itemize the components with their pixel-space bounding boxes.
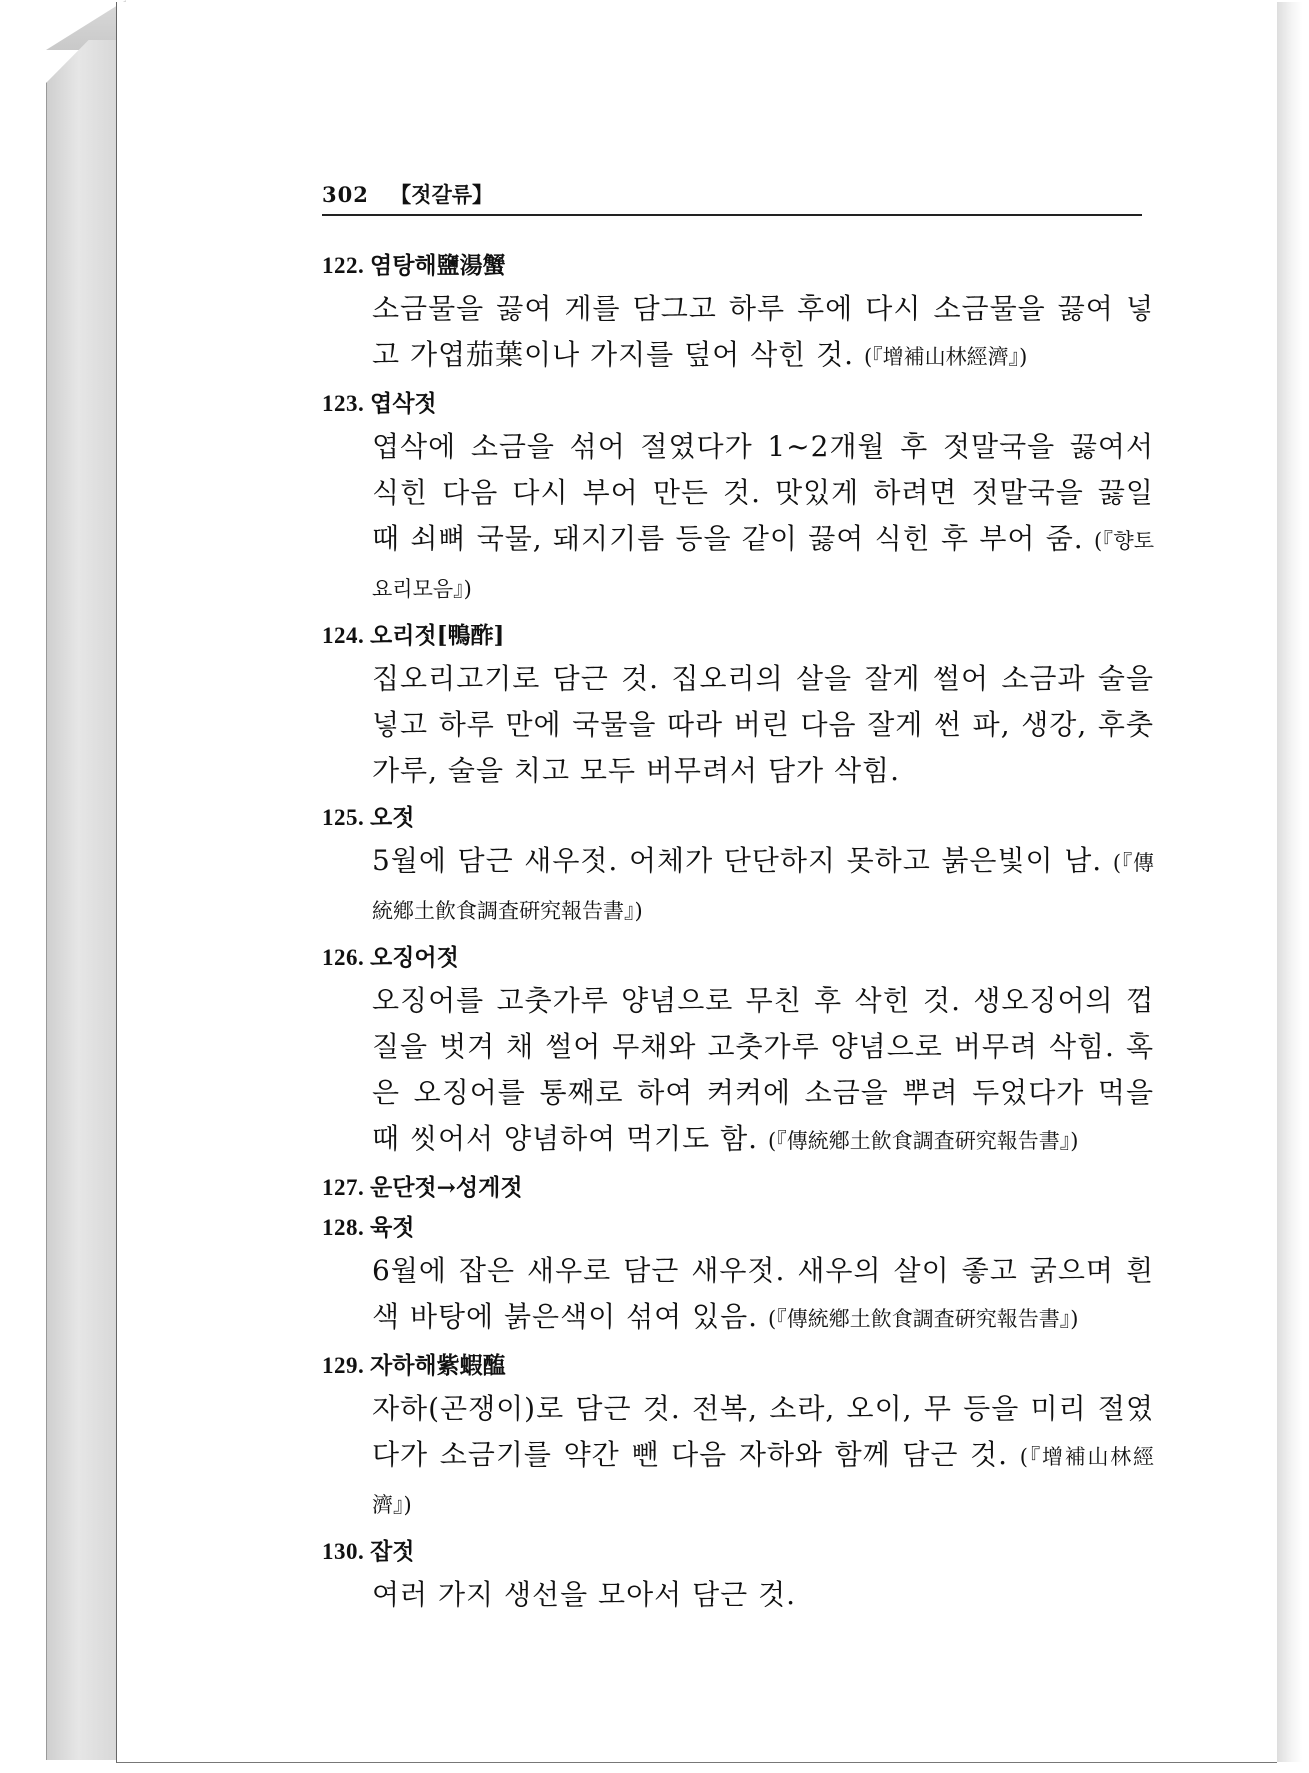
entry-description: 5월에 담근 새우젓. 어체가 단단하지 못하고 붉은빛이 남. [372,844,1103,877]
entry-heading [322,246,1154,286]
entry-source: (『增補山林經濟』) [863,345,1028,369]
book-spine [46,40,117,1760]
running-header [322,182,1142,216]
entry-heading [322,798,1154,838]
entry-128 [322,1208,1154,1346]
entry-heading [322,384,1154,424]
entry-text [372,1572,1154,1622]
entry-text [372,424,1154,616]
entry-source: (『傳統鄕土飮食調査硏究報告書』) [768,1129,1079,1153]
entry-number: 126. [322,945,365,970]
entry-text [372,286,1154,384]
entry-number: 130. [322,1539,365,1564]
entry-number: 122. [322,253,365,278]
entry-description: 소금물을 끓여 게를 담그고 하루 후에 다시 소금물을 끓여 넣고 가엽茄葉이나 가지를 덮어 삭힌 것. [372,292,1154,371]
entry-title: 자하해紫蝦醢 [370,1352,506,1379]
entry-text [372,1386,1154,1532]
entry-heading [322,1208,1154,1248]
entry-title: 잡젓 [370,1538,415,1565]
entry-title: 염탕해鹽湯蟹 [370,252,506,279]
entry-description: 오징어를 고춧가루 양념으로 무친 후 삭힌 것. 생오징어의 껍질을 벗겨 채 썰어 무채와 고춧가루 양념으로 버무려 삭힘. 혹은 오징어를 통째로 하여 켜켜에 소금을 뿌려 두었다가 먹을 때 씻어서 양념하여 먹기도 함. [372,984,1154,1155]
entry-title: 오리젓[鴨酢] [370,622,505,649]
entry-title: 운단젓→성게젓 [370,1174,523,1201]
entry-124 [322,616,1154,798]
entry-heading [322,616,1154,656]
entry-122 [322,246,1154,384]
entry-text [372,838,1154,938]
entry-125 [322,798,1154,938]
entry-description: 집오리고기로 담근 것. 집오리의 살을 잘게 썰어 소금과 술을 넣고 하루 만에 국물을 따라 버린 다음 잘게 썬 파, 생강, 후춧가루, 술을 치고 모두 버무려서 담가 삭힘. [372,662,1154,787]
entry-129 [322,1346,1154,1532]
entry-number: 128. [322,1215,365,1240]
entry-description: 엽삭에 소금을 섞어 절였다가 1~2개월 후 젓말국을 끓여서 식힌 다음 다시 부어 만든 것. 맛있게 하려면 젓말국을 끓일 때 쇠뼈 국물, 돼지기름 등을 같이 끓여 식힌 후 부어 줌. [372,430,1154,555]
entry-source: (『傳統鄕土飮食調査硏究報告書』) [372,851,1155,923]
entry-number: 127. [322,1175,365,1200]
page-edge-shadow [1276,2,1302,1762]
entry-list [322,246,1154,1622]
entry-description: 자하(곤쟁이)로 담근 것. 전복, 소라, 오이, 무 등을 미리 절였다가 소금기를 약간 뺀 다음 자하와 함께 담근 것. [372,1392,1154,1471]
entry-title: 육젓 [370,1214,415,1241]
entry-123 [322,384,1154,616]
entry-heading [322,1168,1154,1208]
entry-text [372,978,1154,1168]
entry-title: 오젓 [370,804,415,831]
entry-title: 오징어젓 [370,944,459,971]
entry-heading [322,1346,1154,1386]
entry-heading [322,1532,1154,1572]
entry-title: 엽삭젓 [370,390,437,417]
entry-description: 6월에 잡은 새우로 담근 새우젓. 새우의 살이 좋고 굵으며 흰색 바탕에 붉은색이 섞여 있음. [372,1254,1154,1333]
entry-description: 여러 가지 생선을 모아서 담근 것. [372,1578,797,1611]
entry-source: (『傳統鄕土飮食調査硏究報告書』) [768,1307,1079,1331]
section-title: 【젓갈류】 [390,182,494,207]
entry-text [372,1248,1154,1346]
entry-number: 123. [322,391,365,416]
entry-126 [322,938,1154,1168]
entry-source: (『增補山林經濟』) [372,1445,1154,1517]
entry-number: 125. [322,805,365,830]
entry-130 [322,1532,1154,1622]
page-number: 302 [322,182,369,207]
entry-number: 124. [322,623,365,648]
entry-number: 129. [322,1353,365,1378]
entry-text [372,656,1154,798]
entry-127 [322,1168,1154,1208]
entry-heading [322,938,1154,978]
entry-source: (『향토요리모음』) [372,529,1155,601]
